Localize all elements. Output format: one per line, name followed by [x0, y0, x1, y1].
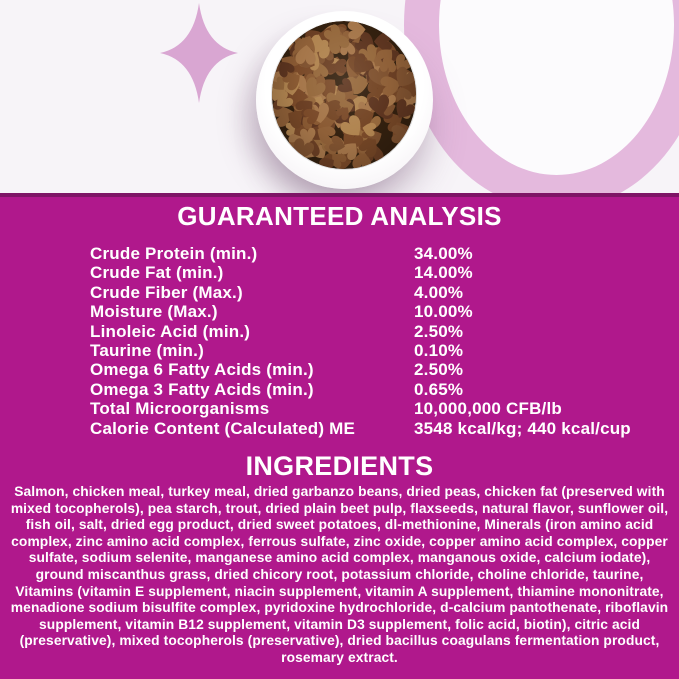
- analysis-row: [90, 380, 643, 399]
- analysis-row: [90, 244, 643, 263]
- analysis-value: 4.00%: [414, 282, 464, 302]
- analysis-label: Total Microorganisms: [90, 399, 270, 419]
- analysis-value: 2.50%: [414, 321, 464, 341]
- analysis-label: Crude Fat (min.): [90, 263, 224, 283]
- analysis-label: Moisture (Max.): [90, 302, 218, 322]
- analysis-row: [90, 341, 643, 360]
- analysis-row: [90, 419, 643, 438]
- analysis-row: [90, 302, 643, 321]
- analysis-label: Taurine (min.): [90, 341, 204, 361]
- analysis-label: Calorie Content (Calculated) ME: [90, 418, 356, 438]
- sparkle-icon: [160, 3, 238, 103]
- info-band: [0, 193, 679, 679]
- analysis-row: [90, 283, 643, 302]
- analysis-row: [90, 263, 643, 282]
- kibble-bowl-photo: [256, 11, 433, 189]
- ingredients-title: INGREDIENTS: [245, 451, 434, 481]
- analysis-label: Omega 6 Fatty Acids (min.): [90, 360, 314, 380]
- analysis-value: 34.00%: [414, 244, 473, 263]
- kibble-shading: [271, 20, 417, 170]
- analysis-row: [90, 322, 643, 341]
- analysis-value: 3548 kcal/kg; 440 kcal/cup: [414, 418, 631, 438]
- analysis-label: Linoleic Acid (min.): [90, 321, 251, 341]
- analysis-row: [90, 399, 643, 418]
- analysis-label: Crude Protein (min.): [90, 244, 258, 263]
- analysis-title: GUARANTEED ANALYSIS: [177, 201, 502, 231]
- analysis-value: 10,000,000 CFB/lb: [414, 399, 562, 419]
- ring-decoration: [404, 0, 679, 210]
- analysis-value: 0.10%: [414, 341, 464, 361]
- analysis-label: Crude Fiber (Max.): [90, 282, 243, 302]
- analysis-label: Omega 3 Fatty Acids (min.): [90, 379, 314, 399]
- analysis-table: [90, 244, 643, 438]
- analysis-value: 2.50%: [414, 360, 464, 380]
- analysis-value: 0.65%: [414, 379, 464, 399]
- hero-section: [0, 0, 679, 193]
- kibble-pile: [271, 20, 417, 170]
- analysis-value: 10.00%: [414, 302, 473, 322]
- analysis-row: [90, 360, 643, 379]
- ingredients-text: Salmon, chicken meal, turkey meal, dried garbanzo beans, dried peas, chicken fat (preserved with mixed tocopherols), pea starch, trout, dried plain beet pulp, flaxseeds, natural flavor, sunflower oil, fish oil, salt, dried egg product, dried sweet potatoes, dl-methionine, Minerals (iron amino acid complex, zinc amino acid complex, ferrous sulfate, zinc oxide, copper amino acid complex, copper sulfate, sodium selenite, manganese amino acid complex, manganous oxide, calcium iodate), ground miscanthus grass, dried chicory root, potassium chloride, choline chloride, taurine, Vitamins (vitamin E supplement, niacin supplement, vitamin A supplement, thiamine mononitrate, menadione sodium bisulfite complex, pyridoxine hydrochloride, d-calcium pantothenate, riboflavin supplement, vitamin B12 supplement, vitamin D3 supplement, folic acid, biotin), citric acid (preservative), mixed tocopherols (preservative), dried bacillus coagulans fermentation product, rosemary extract.: [10, 484, 669, 665]
- analysis-value: 14.00%: [414, 263, 473, 283]
